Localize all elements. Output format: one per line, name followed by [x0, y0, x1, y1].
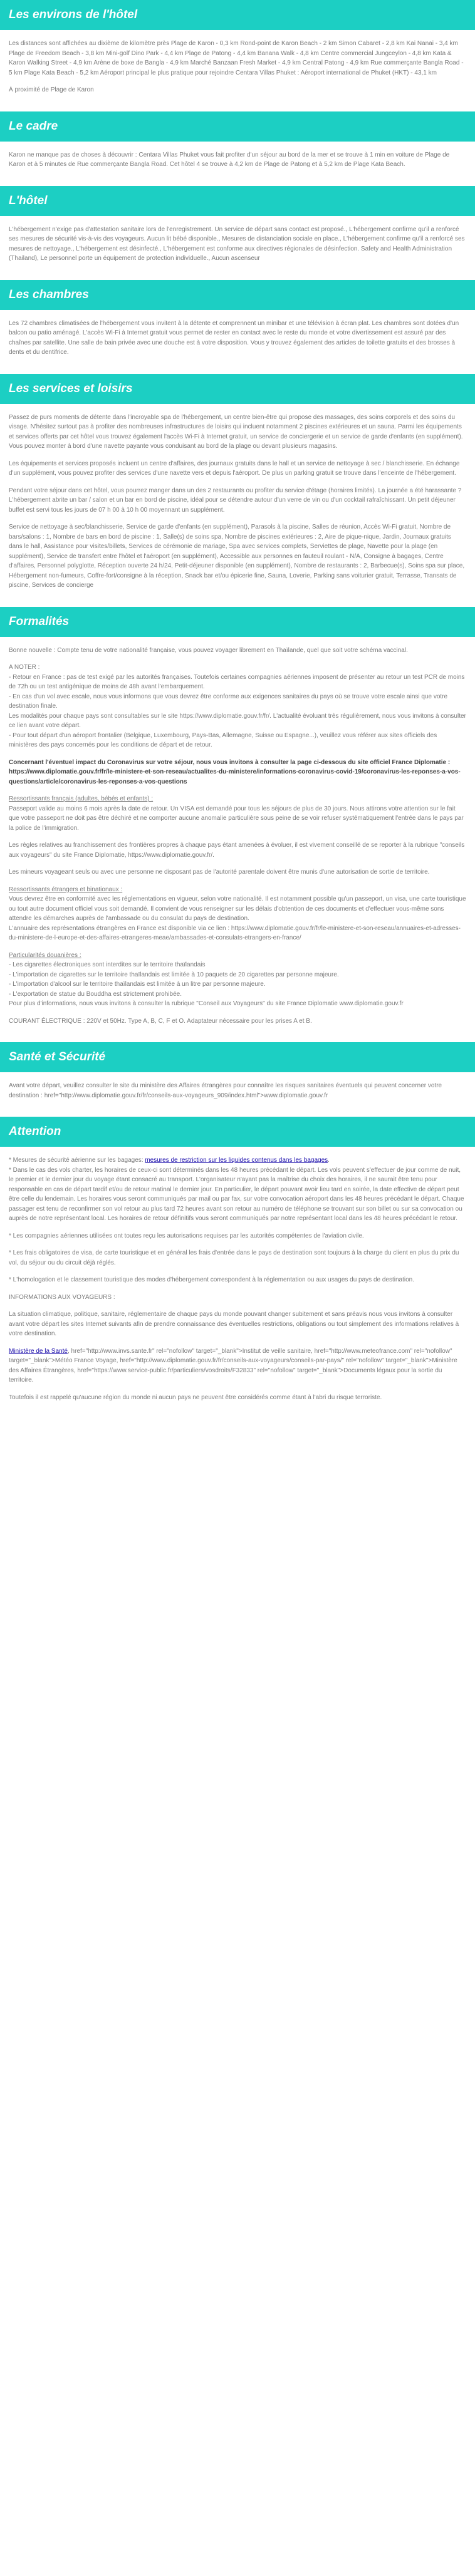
- attention-homologation: * L'homologation et le classement touristique des modes d'hébergement correspondent à la réglementation ou aux usages du pays de destination.: [9, 1276, 415, 1283]
- environs-nearby: À proximité de Plage de Karon: [9, 86, 94, 93]
- attention-situation: La situation climatique, politique, sanitaire, réglementaire de chaque pays du monde pouvant changer subitement et sans préavis nous vous invitons à consulter avant votre départ les sites Internet suivants afin de prendre connaissance des éventuelles restrictions, obligations ou tout simplement des informations relatives à votre destination.: [9, 1311, 459, 1337]
- douane-title: Particularités douanières :: [9, 951, 81, 959]
- section-title-sante: Santé et Sécurité: [0, 1042, 475, 1072]
- attention-ministere-rest: , href="http://www.invs.sante.fr" rel="nofollow" target="_blank">Institut de veille sanitaire, href="http://www.meteofrance.com" rel="nofollow" target="_blank">Météo France Voyage, href="http://www.diplomatie.gouv.fr/fr/conseils-aux-voyageurs/conseils-par-pays/" rel="nofollow" target="_blank">Ministère des Affaires Étrangères, href="https://www.service-public.fr/particuliers/vosdroits/F32833" rel="nofollow" target="_blank">Documents légaux pour la sortie du territoire.: [9, 1347, 457, 1384]
- section-title-environs: Les environs de l'hôtel: [0, 0, 475, 30]
- attention-mesures-suffix: .: [328, 1157, 330, 1164]
- etrangers-list: L'annuaire des représentations étrangères en France est disponible via ce lien : https://www.diplomatie.gouv.fr/fr/le-ministere-et-son-reseau/annuaires-et-adresses-du-ministere-de-l-europe-et-des-affaires-etrangeres-meae/ambassades-et-consulats-etrangers-en-france/: [9, 924, 461, 941]
- etrangers-text: Vous devrez être en conformité avec les réglementations en vigueur, selon votre nationalité. Il est notamment possible qu'un passeport, un visa, une carte touristique ou tout autre document officiel vous soit demandé. Il convient de vous renseigner sur les délais d'obtention de ces documents et d'effectuer vous-même sons attendre les démarches auprès de l'ambassade ou du consulat du pays de destination.: [9, 896, 466, 922]
- formalites-note-line: - Pour tout départ d'un aéroport frontalier (Belgique, Luxembourg, Pays-Bas, Allemagne, Suisse ou Espagne...), veuillez vous référer aux sites officiels des ministères des pays concernés pour les conditions de départ et de retour.: [9, 732, 437, 748]
- hotel-text: L'hébergement n'exige pas d'attestation sanitaire lors de l'enregistrement. Un service de départ sans contact est proposé., L'hébergement confirme qu'il a renforcé ses mesures de sécurité vis-à-vis des voyageurs. Aucun lit bébé disponible., Mesures de distanciation sociale en place., L'hébergement confirme qu'il a renforcé ses mesures de nettoyage., L'hébergement est désinfecté., L'hébergement est conforme aux directives régionales de désinfection. Safety and Health Administration (Thailand), Le personnel porte un équipement de protection individuelle., Aucun ascenseur: [9, 225, 465, 262]
- attention-mesures: [9, 1156, 466, 1166]
- attention-compagnies: * Les compagnies aériennes utilisées ont toutes reçu les autorisations requises par les autorités compétentes de l'aviation civile.: [9, 1232, 364, 1239]
- sante-text: Avant votre départ, veuillez consulter le site du ministère des Affaires étrangères pour connaître les risques sanitaires éventuels qui peuvent concerner votre destination : href="http://www.diplomatie.gouv.fr/fr/conseils-aux-voyageurs_909/index.html">www.diplomatie.gouv.fr: [9, 1082, 442, 1099]
- ressortissants-fr-text: Passeport valide au moins 6 mois après la date de retour. Un VISA est demandé pour tous les séjours de plus de 30 jours. Nous attirons votre attention sur le fait que votre passeport ne doit pas être déchiré et ne comporter aucune anomalie particulière sous peine de se voir refuser systématiquement l'entrée dans le pays par la police de l'immigration.: [9, 805, 464, 832]
- liquides-restriction-link[interactable]: mesures de restriction sur les liquides contenus dans les bagages: [145, 1157, 328, 1164]
- section-hotel: [0, 186, 475, 264]
- douane-line: - L'importation d'alcool sur le territoire thaïlandais est limitée à un litre par personne majeure.: [9, 981, 266, 988]
- section-environs: [0, 0, 475, 95]
- etrangers-title: Ressortissants étrangers et binationaux :: [9, 886, 123, 893]
- services-paragraph: Passez de purs moments de détente dans l'incroyable spa de l'hébergement, un centre bien-être qui propose des massages, des soins corporels et des soins du visage. N'hésitez surtout pas à profiter des nombreuses infrastructures de loisirs qui incluent notamment 2 piscines extérieures et un sauna. Parmi les équipements et services offerts par cet hôtel vous trouvez également l'accès Wi-Fi à Internet gratuit, un service de conciergerie et un service de garde d'enfants (en supplément). Vous pouvez monter à bord d'une navette payante vous conduisant au bord de la plage ou devant plusieurs magasins.: [9, 413, 463, 450]
- formalites-note-line: Les modalités pour chaque pays sont consultables sur le site https://www.diplomatie.gouv.fr/fr/. L'actualité évoluant très régulièrement, nous vous invitons à consulter ce lien avant votre départ.: [9, 712, 466, 729]
- formalites-note-line: - En cas d'un vol avec escale, nous vous informons que vous devrez être conforme aux exigences sanitaires du pays où se trouve votre escale ainsi que votre destination finale.: [9, 693, 448, 710]
- environs-distances: Les distances sont affichées au dixième de kilomètre près Plage de Karon - 0,3 km Rond-point de Karon Beach - 2 km Simon Cabaret - 2,8 km Kai Nanai - 3,4 km Plage de Freedom Beach - 3,8 km Mini-golf Dino Park - 4,4 km Plage de Patong - 4,4 km Banana Walk - 4,8 km Centre commercial Jungceylon - 4,8 km Kata & Karon Walking Street - 4,9 km Arène de boxe de Bangla - 4,9 km Marché Banzaan Fresh Market - 4,9 km Central Patong - 4,9 km Rue commerçante Bangla Road - 5 km Plage Kata Beach - 5,2 km Aéroport principal le plus pratique pour rejoindre Centara Villas Phuket : Aéroport international de Phuket (HKT) - 43,1 km: [9, 40, 464, 76]
- section-formalites: [0, 607, 475, 1027]
- attention-ministere: [9, 1347, 466, 1385]
- section-title-formalites: Formalités: [0, 607, 475, 637]
- formalites-note-label: A NOTER :: [9, 664, 40, 671]
- formalites-note-line: - Retour en France : pas de test exigé par les autorités françaises. Toutefois certaines compagnies aériennes imposent de présenter au retour un test PCR de moins de 72h ou un test antigénique de moins de 48h avant l'embarquement.: [9, 673, 465, 690]
- section-services: [0, 374, 475, 591]
- douane-line: Pour plus d'informations, nous vous invitons à consulter la rubrique "Conseil aux Voyageurs" du site France Diplomatie www.diplomatie.gouv.fr: [9, 1000, 404, 1007]
- attention-rappel: Toutefois il est rappelé qu'aucune région du monde ni aucun pays ne peuvent être considérés comme étant à l'abri du risque terroriste.: [9, 1394, 382, 1401]
- regles-text: Les règles relatives au franchissement des frontières propres à chaque pays étant amenées à évoluer, il est vivement conseillé de se reporter à la rubrique "conseils aux voyageurs" du site France Diplomatie, https://www.diplomatie.gouv.fr/.: [9, 842, 465, 859]
- services-list: Service de nettoyage à sec/blanchisserie, Service de garde d'enfants (en supplément), Parasols à la piscine, Salles de réunion, Accès Wi-Fi gratuit, Nombre de bars/salons : 1, Nombre de bars en bord de piscine : 1, Salle(s) de soins spa, Nombre de piscines extérieures : 2, Aire de pique-nique, Jardin, Journaux gratuits dans le hall, Assistance pour visites/billets, Services de cérémonie de mariage, Spa avec services complets, Serviettes de plage, Navette pour la plage (en supplément), Service de transfert entre l'hôtel et l'aéroport (en supplément), Accessible aux personnes en fauteuil roulant - N/A, Consigne à bagages, Centre d'affaires, Personnel polyglotte, Réception ouverte 24 h/24, Petit-déjeuner disponible (en supplément), Nombre de restaurants : 2, Barbecue(s), Soins spa sur place, Hébergement non-fumeurs, Coffre-fort/consigne à la réception, Snack bar et/ou épicerie fine, Sauna, Loverie, Parking sans voiturier gratuit, Terrasse, Transats de piscine, Services de concierge: [9, 524, 465, 589]
- section-title-attention: Attention: [0, 1117, 475, 1147]
- attention-horaires: * Dans le cas des vols charter, les horaires de ceux-ci sont déterminés dans les 48 heures précédant le départ. Les vols peuvent s'effectuer de jour comme de nuit, le premier et le dernier jour du voyage étant consacré au transport. L'organisateur n'ayant pas la maîtrise du choix des horaires, il ne saurait être tenu pour responsable en cas de départ tardif et/ou de retour matinal le dernier jour. En particulier, le départ pouvant avoir lieu tard en soirée, la date effective de départ peut être celle du lendemain. Les horaires vous seront communiqués par mail ou par fax, sur votre convocation aéroport dans les 48 heures précédant le départ. Chaque passager est tenu de reconfirmer son vol retour au plus tard 72 heures avant son retour au numéro de téléphone se trouvant sur son billet ou sur sa convocation ou auprès de notre représentant local. Les horaires de retour définitifs vous seront communiqués par notre représentant local dans les 48 heures précédant le retour.: [9, 1166, 464, 1222]
- ressortissants-fr-title: Ressortissants français (adultes, bébés et enfants) :: [9, 795, 154, 802]
- section-title-cadre: Le cadre: [0, 111, 475, 142]
- attention-mesures-prefix: * Mesures de sécurité aérienne sur les bagages:: [9, 1157, 145, 1164]
- section-cadre: [0, 111, 475, 170]
- formalites-intro: Bonne nouvelle : Compte tenu de votre nationalité française, vous pouvez voyager librement en Thaïlande, quel que soit votre schéma vaccinal.: [9, 646, 408, 654]
- douane-line: - L'importation de cigarettes sur le territoire thaïlandais est limitée à 10 paquets de 20 cigarettes par personne majeure.: [9, 971, 339, 978]
- infos-voyageurs-title: INFORMATIONS AUX VOYAGEURS :: [9, 1293, 115, 1301]
- formalites-covid: Concernant l'éventuel impact du Coronavirus sur votre séjour, nous vous invitons à consulter la page ci-dessous du site officiel France Diplomatie : https://www.diplomatie.gouv.fr/fr/le-ministere-et-son-reseau/actualites-du-ministere/informations-coronavirus-covid-19/coronavirus-les-reponses-a-vos-questions/article/coronavirus-les-reponses-a-vos-questions: [9, 758, 461, 785]
- attention-frais: * Les frais obligatoires de visa, de carte touristique et en général les frais d'entrée dans le pays de destination sont toujours à la charge du client en plus du prix du vol, du séjour ou du circuit déjà réglés.: [9, 1249, 459, 1266]
- section-title-services: Les services et loisirs: [0, 374, 475, 404]
- section-attention: [0, 1117, 475, 1402]
- mineurs-text: Les mineurs voyageant seuls ou avec une personne ne disposant pas de l'autorité parentale doivent être munis d'une autorisation de sortie de territoire.: [9, 869, 430, 876]
- ministere-sante-link[interactable]: Ministère de la Santé: [9, 1347, 68, 1355]
- douane-line: - Les cigarettes électroniques sont interdites sur le territoire thaïlandais: [9, 961, 206, 968]
- section-title-hotel: L'hôtel: [0, 186, 475, 216]
- section-chambres: [0, 280, 475, 358]
- section-title-chambres: Les chambres: [0, 280, 475, 310]
- cadre-text: Karon ne manque pas de choses à découvrir : Centara Villas Phuket vous fait profiter d'un séjour au bord de la mer et se trouve à 1 min en voiture de Plage de Karon et à 5 minutes de Rue commerçante Bangla Road. Cet hôtel 4 se trouve à 4,2 km de Plage de Patong et à 5,2 km de Plage Kata Beach.: [9, 151, 450, 168]
- section-sante: [0, 1042, 475, 1100]
- douane-line: - L'exportation de statue du Bouddha est strictement prohibée.: [9, 990, 182, 998]
- courant-electrique: COURANT ÉLECTRIQUE : 220V et 50Hz. Type A, B, C, F et O. Adaptateur nécessaire pour les prises A et B.: [9, 1017, 312, 1025]
- services-paragraph: Les équipements et services proposés incluent un centre d'affaires, des journaux gratuits dans le hall et un service de nettoyage à sec / blanchisserie. En échange d'un supplément, vous pouvez profiter des services d'une navette vers et depuis l'aéroport. De plus un parking gratuit se trouve dans l'enceinte de l'hébergement.: [9, 460, 460, 477]
- chambres-text: Les 72 chambres climatisées de l'hébergement vous invitent à la détente et comprennent un minibar et une télévision à écran plat. Les chambres sont dotées d'un balcon ou patio aménagé. L'accès Wi-Fi à Internet gratuit vous permet de rester en contact avec le reste du monde et votre divertissement est assuré par des chaînes par satellite. Une salle de bain privée avec une douche est à votre disposition. Vous y trouvez également des articles de toilette gratuits et des brosses à dents et du dentifrice.: [9, 319, 459, 356]
- services-paragraph: Pendant votre séjour dans cet hôtel, vous pourrez manger dans un des 2 restaurants ou profiter du service d'étage (horaires limités). La journée a été harassante ? L'hébergement abrite un bar / salon et un bar en bord de piscine, idéal pour se détendre autour d'un verre de vin ou d'un cocktail rafraîchissant. Un petit déjeuner buffet est servi tous les jours de 07 h 00 à 10 h 00 moyennant un supplément.: [9, 487, 462, 514]
